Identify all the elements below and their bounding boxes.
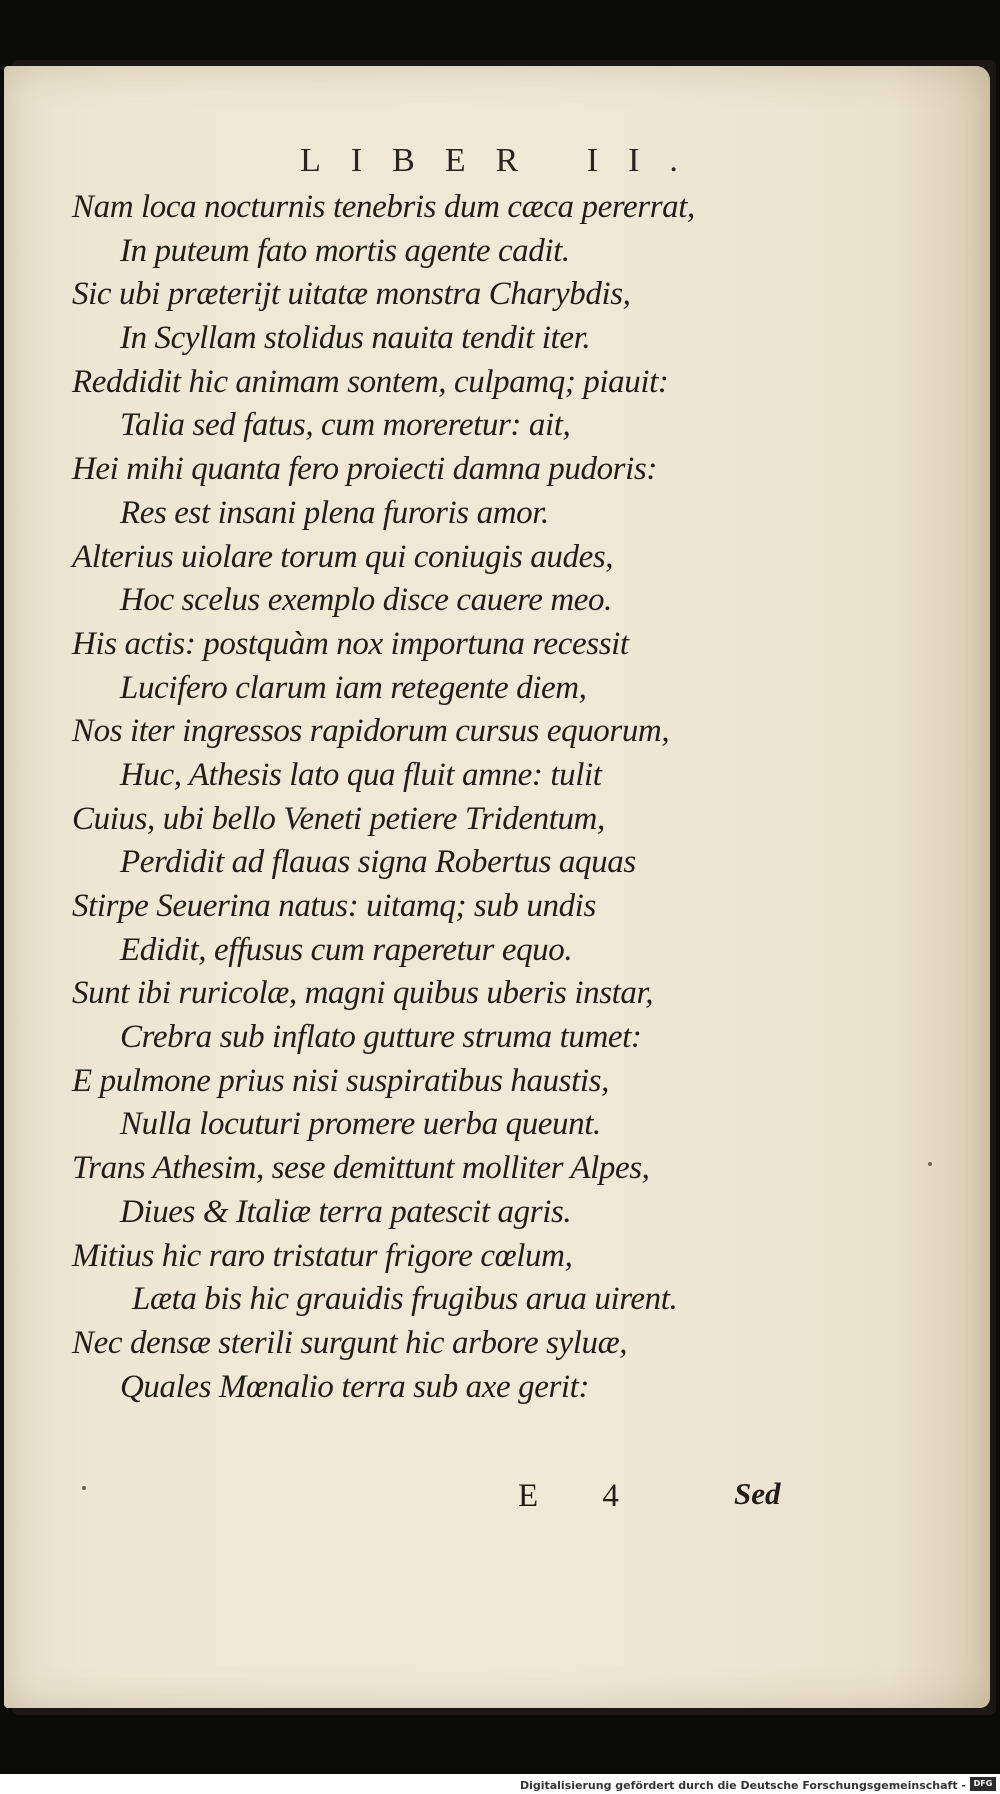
verse-line: Res est insani plena furoris amor. — [120, 494, 549, 531]
verse-line: In puteum fato mortis agente cadit. — [120, 232, 570, 269]
verse-line: E pulmone prius nisi suspiratibus haustis, — [72, 1062, 609, 1099]
book-page — [4, 66, 990, 1708]
verse-line: Sunt ibi ruricolæ, magni quibus uberis instar, — [72, 975, 654, 1012]
signature-mark: E 4 — [518, 1478, 647, 1514]
verse-line: Hoc scelus exemplo disce cauere meo. — [120, 582, 613, 619]
verse-line: Stirpe Seuerina natus: uitamq; sub undis — [72, 888, 596, 924]
verse-line: Nulla locuturi promere uerba queunt. — [120, 1106, 601, 1143]
digitization-credit: Digitalisierung gefördert durch die Deutsche Forschungsgemeinschaft - — [519, 1779, 966, 1792]
verse-line: Crebra sub inflato gutture struma tumet: — [120, 1019, 642, 1056]
verse-line: Mitius hic raro tristatur frigore cœlum, — [72, 1237, 573, 1274]
paper-speck — [82, 1486, 86, 1490]
verse-line: Nam loca nocturnis tenebris dum cæca pererrat, — [72, 189, 695, 225]
verse-line: Diues & Italiæ terra patescit agris. — [120, 1193, 572, 1230]
verse-line: Trans Athesim, sese demittunt molliter Alpes, — [72, 1150, 650, 1187]
verse-line: Sic ubi præterijt uitatæ monstra Charybdis, — [72, 276, 631, 313]
verse-line: Huc, Athesis lato qua fluit amne: tulit — [120, 756, 602, 793]
verse-line: Lucifero clarum iam retegente diem, — [120, 669, 587, 706]
verse-line: Perdidit ad flauas signa Robertus aquas — [120, 844, 636, 881]
verse-line: In Scyllam stolidus nauita tendit iter. — [120, 320, 591, 357]
running-title: LIBER II. — [300, 142, 708, 179]
digitization-credit-bar — [0, 1774, 1000, 1794]
verse-line: Alterius uiolare torum qui coniugis audes, — [72, 538, 614, 575]
verse-line: Edidit, effusus cum raperetur equo. — [120, 931, 573, 968]
paper-speck — [928, 1162, 932, 1166]
verse-line: Nec densæ sterili surgunt hic arbore syluæ, — [72, 1324, 628, 1361]
verse-line: Talia sed fatus, cum moreretur: ait, — [120, 407, 571, 444]
verse-line: Læta bis hic grauidis frugibus arua uirent. — [132, 1281, 678, 1318]
verse-line: Hei mihi quanta fero proiecti damna pudoris: — [72, 451, 657, 488]
catchword: Sed — [734, 1476, 781, 1511]
verse-line: Reddidit hic animam sontem, culpamq; piauit: — [72, 363, 669, 400]
verse-line: Nos iter ingressos rapidorum cursus equorum, — [72, 713, 670, 750]
dfg-logo: DFG — [970, 1777, 996, 1791]
verse-line: Quales Mœnalio terra sub axe gerit: — [120, 1368, 590, 1405]
verse-line: His actis: postquàm nox importuna recessit — [72, 625, 629, 662]
poem-text — [72, 186, 952, 1409]
verse-line: Cuius, ubi bello Veneti petiere Tridentum, — [72, 800, 605, 837]
